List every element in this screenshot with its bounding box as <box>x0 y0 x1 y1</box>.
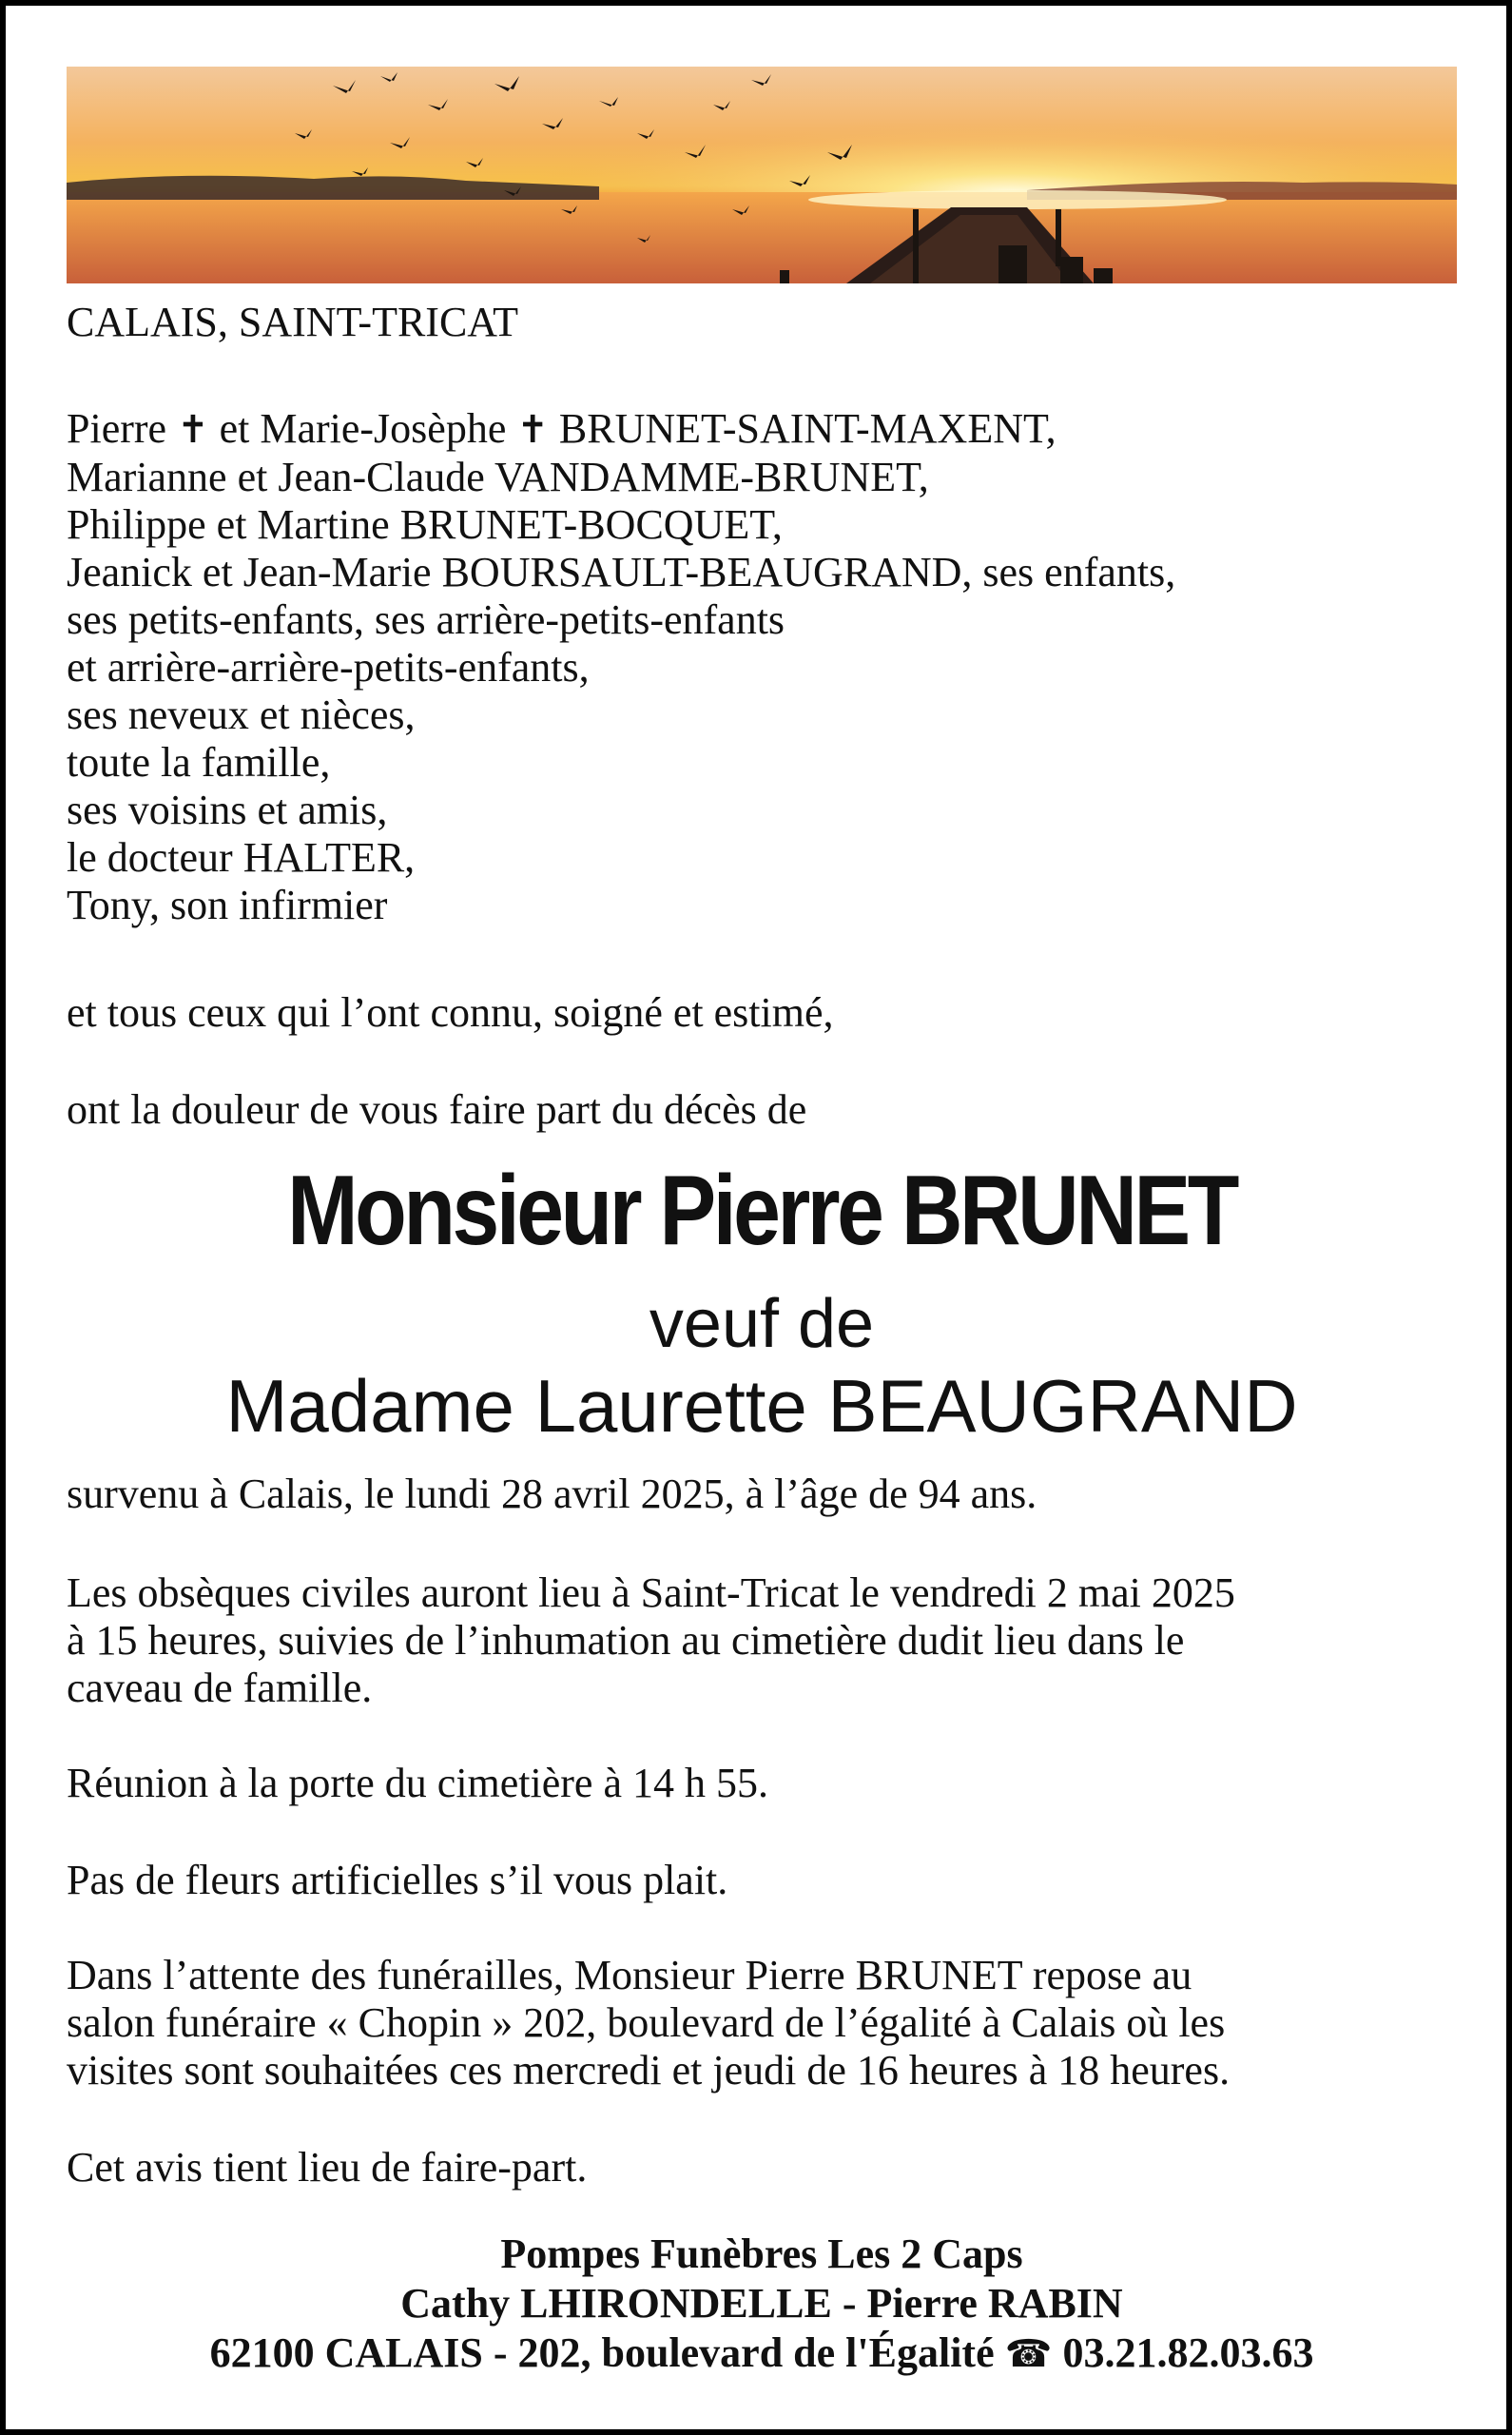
latin-cross-icon: ✝ <box>177 408 209 452</box>
family-line: Philippe et Martine BRUNET-BOCQUET, <box>67 501 783 548</box>
flowers-paragraph <box>67 1857 1457 1904</box>
spouse-name: Madame Laurette BEAUGRAND <box>225 1364 1298 1448</box>
sunset-banner-image <box>67 67 1457 283</box>
others-paragraph <box>67 989 1457 1037</box>
meeting-text: Réunion à la porte du cimetière à 14 h 55. <box>67 1760 768 1806</box>
deceased-name: Monsieur Pierre BRUNET <box>287 1156 1236 1266</box>
others-text: et tous ceux qui l’ont connu, soigné et estimé, <box>67 989 834 1036</box>
funeral-home-name: Pompes Funèbres Les 2 Caps <box>500 2230 1023 2277</box>
widow-of-label: veuf de <box>649 1286 875 1362</box>
family-list <box>67 405 1457 929</box>
family-line: ses voisins et amis, <box>67 787 388 833</box>
funeral-paragraph <box>67 1569 1457 1712</box>
announcement-paragraph <box>67 1086 1457 1134</box>
family-line: le docteur HALTER, <box>67 834 416 881</box>
visitation-paragraph <box>67 1952 1457 2094</box>
funeral-line-3: caveau de famille. <box>67 1665 373 1711</box>
funeral-home-block <box>67 2230 1457 2379</box>
death-details-paragraph <box>67 1471 1457 1518</box>
family-line: et arrière-arrière-petits-enfants, <box>67 644 590 691</box>
family-line-1 <box>67 405 1457 454</box>
funeral-home-phone: 03.21.82.03.63 <box>1062 2329 1314 2376</box>
location-heading <box>67 299 1457 346</box>
funeral-line-1: Les obsèques civiles auront lieu à Saint-Tricat le vendredi 2 mai 2025 <box>67 1569 1235 1616</box>
meeting-paragraph <box>67 1760 1457 1807</box>
funeral-line-2: à 15 heures, suivies de l’inhumation au cimetière dudit lieu dans le <box>67 1617 1185 1664</box>
announcement-text: ont la douleur de vous faire part du décès de <box>67 1086 807 1133</box>
notice-text: Cet avis tient lieu de faire-part. <box>67 2144 588 2191</box>
latin-cross-icon: ✝ <box>516 408 549 452</box>
funeral-home-contact <box>67 2328 1457 2379</box>
visitation-line-1: Dans l’attente des funérailles, Monsieur Pierre BRUNET repose au <box>67 1952 1192 1998</box>
family-line: ses neveux et nièces, <box>67 692 416 738</box>
notice-paragraph <box>67 2144 1457 2192</box>
family-line: toute la famille, <box>67 739 331 786</box>
family-line: ses petits-enfants, ses arrière-petits-enfants <box>67 596 785 643</box>
visitation-line-3: visites sont souhaitées ces mercredi et jeudi de 16 heures à 18 heures. <box>67 2047 1231 2094</box>
family-line: Marianne et Jean-Claude VANDAMME-BRUNET, <box>67 454 929 500</box>
family-name-a: Pierre <box>67 405 167 452</box>
telephone-icon: ☎ <box>1004 2332 1053 2376</box>
visitation-line-2: salon funéraire « Chopin » 202, boulevard de l’égalité à Calais où les <box>67 1999 1226 2046</box>
family-name-c: BRUNET-SAINT-MAXENT, <box>558 405 1056 452</box>
family-name-b: et Marie-Josèphe <box>219 405 507 452</box>
family-line: Tony, son infirmier <box>67 882 388 928</box>
family-line: Jeanick et Jean-Marie BOURSAULT-BEAUGRAND, ses enfants, <box>67 549 1176 595</box>
sunset-pier-banner <box>67 67 1457 283</box>
flowers-text: Pas de fleurs artificielles s’il vous plait. <box>67 1857 728 1903</box>
location: CALAIS, SAINT-TRICAT <box>67 299 519 345</box>
death-details: survenu à Calais, le lundi 28 avril 2025, à l’âge de 94 ans. <box>67 1471 1037 1517</box>
funeral-home-address: 62100 CALAIS - 202, boulevard de l'Égalité <box>209 2329 995 2376</box>
funeral-home-directors: Cathy LHIRONDELLE - Pierre RABIN <box>400 2280 1123 2327</box>
